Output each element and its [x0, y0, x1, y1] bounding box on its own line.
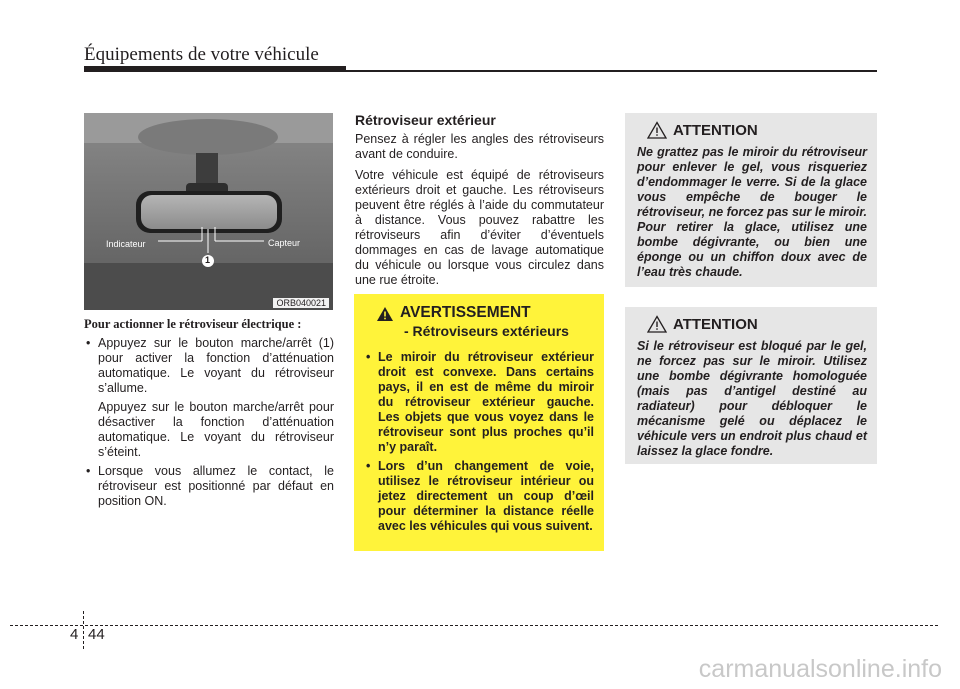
header-rule [84, 70, 877, 72]
attention-title: ATTENTION [673, 316, 758, 333]
bullet-text: Appuyez sur le bouton marche/arrêt pour désactiver la fonction d’atténuation automatique. Le voyant du rétroviseur s’éteint. [98, 400, 334, 459]
paragraph: Pensez à régler les angles des rétroviseurs avant de conduire. [355, 132, 604, 161]
mirror-illustration [84, 113, 333, 310]
warning-box [354, 294, 604, 551]
warning-list [364, 350, 594, 534]
chapter-title: Équipements de votre véhicule [84, 44, 319, 65]
attention-box-2 [625, 307, 877, 464]
attention-text: Si le rétroviseur est bloqué par le gel, ne forcez pas sur le miroir. Utilisez une bombe dégivrante homologuée (mais pas d’antigel destiné au radiateur) pour débloquer le mécanisme gelé ou déplacez le véhicule vers un endroit plus chaud et laissez la glace fondre. [637, 339, 867, 458]
left-column [84, 316, 334, 513]
middle-column [355, 112, 604, 294]
callout-number: 1 [205, 255, 211, 265]
procedure-list [84, 336, 334, 509]
attention-header [637, 121, 867, 143]
attention-title: ATTENTION [673, 122, 758, 139]
rearview-mirror-photo [84, 113, 333, 310]
caution-triangle-icon [647, 121, 667, 144]
watermark: carmanualsonline.info [698, 655, 942, 683]
warning-header [364, 304, 594, 348]
list-item [84, 464, 334, 509]
warning-triangle-icon [376, 306, 394, 327]
procedure-title: Pour actionner le rétroviseur électrique : [84, 317, 302, 331]
list-item: • Le miroir du rétroviseur extérieur droit est convexe. Dans certains pays, il en est de même du miroir du rétroviseur extérieur gauche. Les objets que vous voyez dans le rétroviseur sont plus proches qu’il n’y paraît. [364, 350, 594, 455]
figure-code: ORB040021 [273, 298, 329, 308]
footer-rule [10, 625, 938, 626]
list-item: • Lors d’un changement de voie, utilisez le rétroviseur intérieur ou jetez directement un coup d’œil pour déterminer la distance réelle avec les véhicules qui vous suivent. [364, 459, 594, 534]
caution-triangle-icon [647, 315, 667, 338]
attention-box-1 [625, 113, 877, 287]
paragraph: Votre véhicule est équipé de rétroviseurs extérieurs droit et gauche. Les rétroviseurs peuvent être réglés à l’aide du commutateur à distance. Vous pouvez rabattre les rétroviseurs afin d’éviter d’éventuels dommages en cas de lavage automatique du véhicule ou lorsque vous circulez dans une rue étroite. [355, 168, 604, 287]
section-title: Rétroviseur extérieur [355, 112, 496, 128]
attention-text: Ne grattez pas le miroir du rétroviseur pour enlever le gel, vous risqueriez d’endommager le verre. Si de la glace vous empêche de bouger le rétroviseur, ne forcez pas sur le miroir. Pour retirer la glace, utilisez une bombe dégivrante, ou bien une éponge ou un chiffon doux avec de l’eau très chaude. [637, 145, 867, 279]
sensor-label: Capteur [268, 238, 301, 248]
indicator-label: Indicateur [106, 239, 146, 249]
bullet-text: • Appuyez sur le bouton marche/arrêt (1) pour activer la fonction d’atténuation automatique. Le voyant du rétroviseur s’allume. [98, 336, 334, 395]
list-item [84, 336, 334, 460]
warning-subtitle: - Rétroviseurs extérieurs [404, 323, 569, 339]
bullet-text: • Lorsque vous allumez le contact, le rétroviseur est positionné par défaut en position ON. [98, 464, 334, 508]
page-number: 44 [88, 626, 105, 643]
chapter-number: 4 [70, 626, 79, 643]
warning-title: AVERTISSEMENT [400, 304, 531, 321]
footer-divider [83, 611, 84, 649]
attention-header [637, 315, 867, 337]
